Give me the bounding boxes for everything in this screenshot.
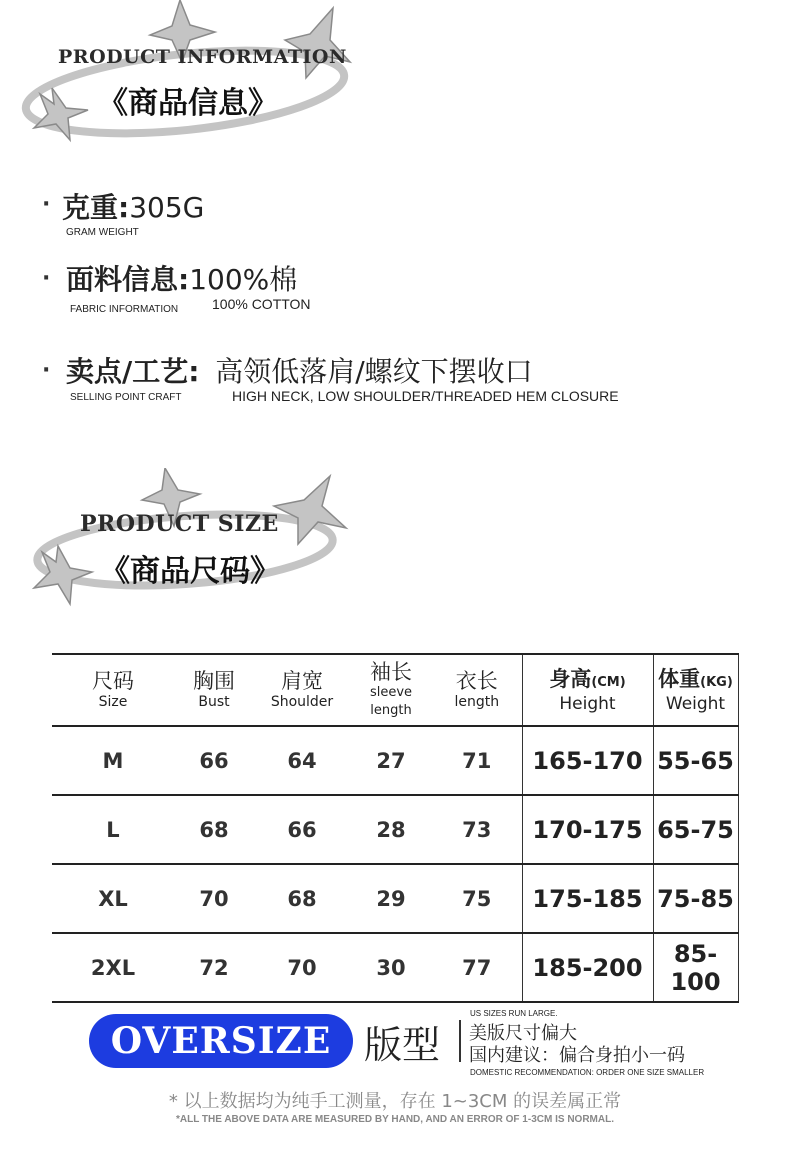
cell-length: 73	[432, 795, 522, 864]
cell-size: XL	[52, 864, 174, 933]
cell-size: 2XL	[52, 933, 174, 1002]
header-size: 尺码 Size	[52, 654, 174, 726]
table-row	[52, 726, 738, 795]
cell-height: 175-185	[522, 864, 653, 933]
info-label: 克重:	[62, 191, 130, 224]
cell-shoulder: 64	[254, 726, 350, 795]
cell-shoulder: 70	[254, 933, 350, 1002]
size-banner	[0, 468, 420, 618]
header-bust: 胸围 Bust	[174, 654, 254, 726]
fit-type-label: 版型	[364, 1023, 441, 1067]
header-weight: 体重(KG) Weight	[653, 654, 738, 726]
cell-length: 71	[432, 726, 522, 795]
info-title-en: PRODUCT INFORMATION	[58, 46, 347, 68]
cell-sleeve: 28	[350, 795, 432, 864]
info-value-en: 100% COTTON	[212, 296, 311, 312]
size-title-en: PRODUCT SIZE	[80, 511, 279, 537]
bullet-icon: ·	[42, 266, 51, 291]
info-value: 高领低落肩/螺纹下摆收口	[215, 355, 533, 388]
cell-height: 185-200	[522, 933, 653, 1002]
cell-sleeve: 29	[350, 864, 432, 933]
cell-shoulder: 68	[254, 864, 350, 933]
domestic-note-cn: 国内建议：偏合身拍小一码	[469, 1045, 685, 1066]
header-length: 衣长 length	[432, 654, 522, 726]
cell-weight: 65-75	[653, 795, 738, 864]
cell-size: L	[52, 795, 174, 864]
cell-weight: 75-85	[653, 864, 738, 933]
table-row	[52, 933, 738, 1002]
cell-size: M	[52, 726, 174, 795]
bullet-icon: ·	[42, 358, 51, 383]
measurement-note-cn: * 以上数据均为纯手工测量，存在 1~3CM 的误差属正常	[168, 1091, 622, 1112]
info-label: 卖点/工艺:	[66, 355, 200, 388]
cell-height: 165-170	[522, 726, 653, 795]
star-icon	[274, 476, 346, 544]
us-size-note: US SIZES RUN LARGE.	[470, 1009, 558, 1018]
cell-weight: 85-100	[653, 933, 738, 1002]
oversize-badge: OVERSIZE	[89, 1014, 353, 1068]
size-title-cn: 《商品尺码》	[100, 554, 280, 589]
info-banner	[0, 0, 420, 150]
us-size-note-cn: 美版尺寸偏大	[469, 1023, 577, 1044]
star-ring-decoration	[0, 0, 420, 150]
table-row	[52, 864, 738, 933]
info-value: 100%棉	[189, 263, 298, 296]
info-title-cn: 《商品信息》	[98, 86, 278, 121]
info-value-en: HIGH NECK, LOW SHOULDER/THREADED HEM CLOSURE	[232, 388, 619, 404]
cell-bust: 68	[174, 795, 254, 864]
cell-shoulder: 66	[254, 795, 350, 864]
cell-bust: 70	[174, 864, 254, 933]
table-row	[52, 795, 738, 864]
info-value: 305G	[129, 191, 205, 224]
table-header-row	[52, 654, 738, 726]
cell-length: 77	[432, 933, 522, 1002]
cell-height: 170-175	[522, 795, 653, 864]
size-table	[52, 653, 739, 1003]
star-ring-decoration	[0, 468, 420, 618]
header-sleeve-length: 袖长 sleeve length	[350, 654, 432, 726]
star-icon	[34, 546, 92, 604]
cell-sleeve: 30	[350, 933, 432, 1002]
info-label-en: GRAM WEIGHT	[66, 227, 139, 238]
info-label-en: FABRIC INFORMATION	[70, 304, 179, 315]
info-label: 面料信息:	[66, 263, 190, 296]
domestic-note-en: DOMESTIC RECOMMENDATION: ORDER ONE SIZE SMALLER	[470, 1068, 705, 1077]
cell-bust: 66	[174, 726, 254, 795]
info-label-en: SELLING POINT CRAFT	[70, 392, 182, 403]
divider	[459, 1020, 461, 1062]
header-shoulder: 肩宽 Shoulder	[254, 654, 350, 726]
cell-weight: 55-65	[653, 726, 738, 795]
cell-bust: 72	[174, 933, 254, 1002]
cell-sleeve: 27	[350, 726, 432, 795]
cell-length: 75	[432, 864, 522, 933]
header-height: 身高(CM) Height	[522, 654, 653, 726]
measurement-note-en: *ALL THE ABOVE DATA ARE MEASURED BY HAND, AND AN ERROR OF 1-3CM IS NORMAL.	[176, 1114, 614, 1125]
bullet-icon: ·	[42, 192, 51, 217]
